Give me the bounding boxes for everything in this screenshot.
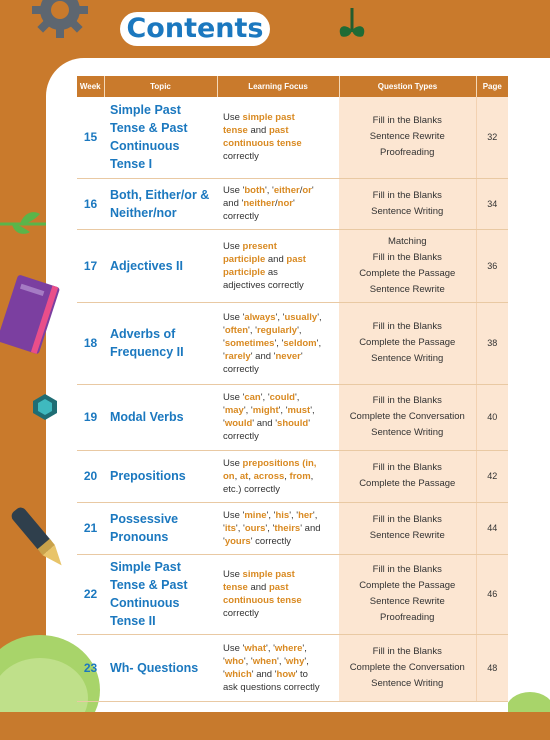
topic-line: Wh- Questions [110,660,199,675]
focus-text: correctly [223,431,259,442]
topic-cell [104,450,217,502]
focus-text: adjectives correctly [223,279,304,291]
focus-line [223,266,333,279]
focus-line [223,568,333,581]
question-types-cell [339,554,476,634]
focus-text: Use [223,112,243,124]
header-topic: Topic [104,76,217,97]
question-type: Fill in the Blanks [372,564,442,575]
focus-line [223,483,333,496]
table-header-row [77,76,508,97]
question-type: Sentence Rewrite [369,283,445,295]
question-types-cell [339,634,476,701]
page-number[interactable]: 40 [476,384,508,450]
focus-line [223,470,333,483]
focus-line [223,337,333,350]
focus-text: Use ' [223,509,245,521]
week-number: 22 [77,554,104,634]
focus-text: ' and [300,522,321,534]
topic-line: Simple Past [110,103,181,118]
question-type: Complete the Passage [359,580,456,591]
focus-text: correctly [223,363,259,375]
focus-text: ', [317,311,322,323]
focus-highlight: simple past [242,569,295,580]
question-type: Sentence Rewrite [369,530,445,541]
contents-table [77,76,508,702]
focus-text: and [247,125,269,137]
focus-text: and ' [223,198,244,209]
question-type: Sentence Writing [371,353,444,364]
week-number: 23 [77,634,104,701]
focus-highlight: never [275,350,301,362]
question-types-cell [339,97,476,178]
week-number: 17 [77,229,104,302]
question-type: Complete the Conversation [349,411,465,422]
week-number: 16 [77,178,104,229]
learning-focus-cell [217,97,339,178]
gear-icon [30,0,90,40]
focus-text: and [247,582,269,593]
focus-text: ', [316,337,322,349]
learning-focus-cell [217,502,339,554]
table-row[interactable] [77,502,508,554]
question-type: Fill in the Blanks [372,321,442,332]
gem-icon [32,393,58,421]
learning-focus-cell [217,384,339,450]
focus-highlight: rarely [224,350,251,362]
focus-text: Use [223,240,243,252]
focus-text: correctly [223,151,259,163]
question-types-cell [339,229,476,302]
focus-text: ' [223,655,225,667]
focus-line [223,324,333,337]
question-type: Sentence Writing [371,205,444,217]
focus-highlight: always [244,311,276,323]
focus-highlight: would [224,418,253,429]
focus-highlight: usually [284,311,318,323]
topic-line: Frequency II [110,345,184,359]
table-row[interactable] [77,450,508,502]
learning-focus-cell [217,302,339,384]
focus-text: Use ' [223,392,245,403]
branch-icon [0,208,46,238]
question-types-cell [339,502,476,554]
focus-highlight: or [302,185,312,196]
header-learning-focus: Learning Focus [217,76,339,97]
table-row[interactable] [77,97,508,178]
focus-text: ' [223,418,225,429]
focus-line [223,350,333,363]
focus-highlight: neither [243,198,275,209]
focus-text: ' [223,522,225,534]
focus-highlight: sometimes [224,337,275,349]
learning-focus-cell [217,634,339,701]
focus-line [223,150,333,163]
topic-line: Tense II [110,614,156,628]
focus-text: ' and ' [252,418,278,429]
focus-text: ', [304,655,309,667]
focus-text: ', [302,642,307,654]
question-type: Fill in the Blanks [372,395,442,406]
focus-line [223,210,333,223]
focus-highlight: participle [223,266,266,278]
topic-cell [104,554,217,634]
pen-icon [4,500,74,580]
question-type: Sentence Writing [371,677,444,689]
focus-line [223,111,333,124]
page-number[interactable]: 36 [476,229,508,302]
question-types-cell [339,384,476,450]
question-type: Matching [387,235,427,247]
focus-highlight: past [286,253,306,265]
focus-highlight: from [289,470,311,482]
topic-cell [104,229,217,302]
topic-cell [104,97,217,178]
topic-line: Tense & Past [110,121,188,136]
focus-text: / [299,185,303,196]
focus-text: , [284,470,290,482]
focus-text: ' [223,337,225,349]
question-type: Complete the Passage [359,337,456,348]
question-type: Fill in the Blanks [372,251,442,263]
focus-highlight: either [273,185,300,196]
focus-highlight: at [239,470,249,482]
page-number[interactable]: 44 [476,502,508,554]
focus-text: Use ' [223,642,245,654]
focus-text: ' to [295,668,308,680]
page-number[interactable]: 46 [476,554,508,634]
focus-text: ' [223,324,225,336]
topic-line: Continuous [110,596,180,610]
focus-highlight: yours [224,535,251,547]
focus-text: correctly [223,211,259,222]
question-types-cell [339,178,476,229]
focus-line [223,404,333,417]
focus-line [223,253,333,266]
question-type: Fill in the Blanks [372,189,442,201]
focus-text: ', [297,324,302,336]
question-types-cell [339,302,476,384]
focus-highlight: tense [223,125,248,137]
focus-highlight: who [224,655,244,667]
table-row[interactable] [77,229,508,302]
focus-text: ', ' [266,642,275,654]
focus-highlight: continuous tense [223,595,302,606]
focus-text: ' [311,185,314,196]
focus-line [223,642,333,655]
question-type: Fill in the Blanks [372,514,442,525]
focus-line [223,668,333,681]
focus-text: correctly [223,608,259,619]
focus-highlight: should [277,418,309,429]
focus-text: ', ' [260,392,270,403]
focus-highlight: present [242,240,277,252]
topic-line: Tense & Past [110,578,188,592]
topic-line: Neither/nor [110,205,177,220]
focus-line [223,607,333,620]
focus-text: Use ' [223,311,245,323]
focus-highlight: prepositions (in, [242,457,317,469]
focus-highlight: theirs [274,522,301,534]
focus-line [223,391,333,404]
ground [0,712,550,740]
focus-text: ', ' [278,405,288,416]
topic-cell [104,502,217,554]
topic-cell [104,384,217,450]
focus-text: Use [223,457,243,469]
plant-icon [335,8,369,48]
page-number[interactable]: 38 [476,302,508,384]
topic-line: Continuous [110,139,180,154]
focus-text: as [265,266,278,278]
focus-highlight: could [269,392,295,403]
question-type: Sentence Writing [371,427,444,438]
question-type: Complete the Conversation [349,661,465,673]
focus-highlight: its [224,522,236,534]
focus-line [223,311,333,324]
focus-highlight: participle [223,253,266,265]
focus-text: ' [300,350,303,362]
focus-text: ask questions correctly [223,681,320,693]
focus-line [223,124,333,137]
focus-text: ', ' [265,522,275,534]
focus-text: ', ' [289,509,299,521]
focus-text: ', ' [274,337,284,349]
focus-line [223,279,333,292]
focus-text: ', ' [248,324,257,336]
focus-text: ' [308,418,311,429]
focus-line [223,240,333,253]
focus-text: Use [223,569,243,580]
question-type: Sentence Rewrite [369,131,445,143]
focus-text: ', [312,509,318,521]
focus-highlight: may [224,405,244,416]
question-type: Complete the Passage [359,478,456,489]
bush-right-icon [508,684,550,714]
focus-text: , [310,470,314,482]
focus-text: ' and ' [250,350,276,362]
focus-highlight: seldom [283,337,317,349]
topic-line: Tense I [110,157,153,172]
focus-highlight: must [287,405,311,416]
focus-highlight: past [268,125,289,137]
focus-line [223,430,333,443]
question-type: Fill in the Blanks [372,115,442,127]
focus-text: , [234,470,240,482]
question-type: Sentence Rewrite [369,596,445,607]
focus-line [223,457,333,470]
focus-text: ', [294,392,300,403]
focus-text: ' [223,405,225,416]
question-type: Proofreading [380,612,435,623]
focus-highlight: mine [244,509,267,521]
table-row[interactable] [77,634,508,701]
focus-highlight: how [276,668,296,680]
week-number: 21 [77,502,104,554]
focus-highlight: across [253,470,285,482]
topic-cell [104,178,217,229]
topic-cell [104,302,217,384]
topic-line: Possessive [110,512,179,526]
focus-line [223,363,333,376]
header-page: Page [476,76,508,97]
focus-line [223,184,333,197]
topic-line: Simple Past [110,560,181,574]
question-type: Fill in the Blanks [372,645,442,657]
focus-text: ', ' [243,655,253,667]
focus-line [223,509,333,522]
page-number[interactable]: 42 [476,450,508,502]
focus-highlight: often [224,324,249,336]
focus-line [223,594,333,607]
learning-focus-cell [217,554,339,634]
focus-highlight: regularly [256,324,298,336]
focus-text: ', ' [264,185,274,196]
learning-focus-cell [217,178,339,229]
focus-text: etc.) correctly [223,483,281,495]
page-number[interactable]: 34 [476,178,508,229]
focus-text: ', ' [266,509,276,521]
focus-highlight: simple past [242,112,295,124]
week-number: 20 [77,450,104,502]
focus-text: and [265,253,287,265]
topic-line: Both, Either/or & [110,187,210,202]
focus-highlight: can [244,392,261,403]
focus-text: ', ' [243,405,253,416]
focus-text: ' [292,198,295,209]
focus-line [223,655,333,668]
topic-cell [104,634,217,701]
question-type: Proofreading [380,147,435,159]
focus-text: ', ' [277,655,286,667]
focus-highlight: tense [223,582,248,593]
header-question-types: Question Types [339,76,476,97]
focus-highlight: why [285,655,305,667]
week-number: 15 [77,97,104,178]
focus-highlight: might [252,405,279,416]
focus-text: ' [223,350,225,362]
focus-highlight: nor [277,198,293,209]
focus-text: , [248,470,254,482]
focus-line [223,417,333,430]
question-type: Complete the Passage [359,267,456,279]
page-title: Contents [126,13,264,44]
focus-highlight: which [224,668,252,680]
header-week: Week [77,76,104,97]
focus-text: Use ' [223,185,245,196]
week-number: 19 [77,384,104,450]
table-row[interactable] [77,302,508,384]
week-number: 18 [77,302,104,384]
topic-line: Adverbs of [110,327,176,341]
focus-line [223,522,333,535]
page-number[interactable]: 48 [476,634,508,701]
focus-text: ', ' [235,522,245,534]
topic-line: Adjectives II [110,258,183,273]
focus-text: ', [310,405,315,416]
focus-highlight: both [244,185,265,196]
table-row[interactable] [77,178,508,229]
focus-text: / [275,198,278,209]
focus-highlight: what [244,642,266,654]
focus-line [223,535,333,548]
learning-focus-cell [217,229,339,302]
question-type: Fill in the Blanks [372,462,442,473]
focus-highlight: past [268,582,289,593]
focus-text: ' [223,535,225,547]
focus-text: ' and ' [251,668,277,680]
table-row[interactable] [77,554,508,634]
focus-line [223,137,333,150]
table-row[interactable] [77,384,508,450]
focus-text: ' correctly [250,535,292,547]
topic-line: Pronouns [110,530,169,544]
focus-highlight: her [298,509,313,521]
learning-focus-cell [217,450,339,502]
focus-line [223,581,333,594]
page-number[interactable]: 32 [476,97,508,178]
focus-highlight: his [275,509,290,521]
focus-line [223,197,333,210]
focus-highlight: continuous tense [223,138,302,150]
focus-line [223,681,333,694]
focus-text: ' [223,668,225,680]
focus-highlight: when [252,655,278,667]
topic-line: Modal Verbs [110,410,184,424]
focus-highlight: where [274,642,303,654]
book-icon [0,270,60,362]
focus-highlight: ours [244,522,266,534]
question-types-cell [339,450,476,502]
focus-text: ', ' [275,311,285,323]
topic-line: Prepositions [110,469,186,483]
focus-highlight: on [223,470,235,482]
